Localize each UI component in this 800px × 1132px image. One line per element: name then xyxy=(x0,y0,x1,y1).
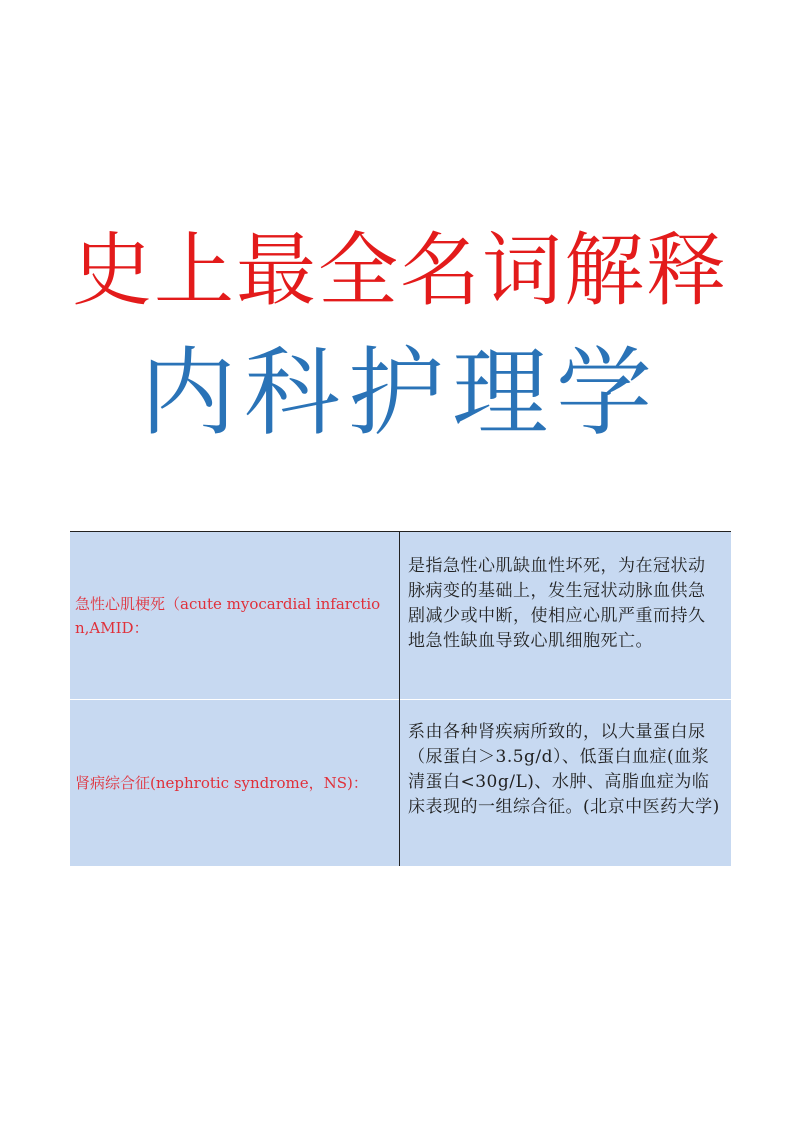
definition-text: 系由各种肾疾病所致的，以大量蛋白尿（尿蛋白＞3.5g/d）、低蛋白血症(血浆清蛋白<30g/L)、水肿、高脂血症为临床表现的一组综合征。(北京中医药大学) xyxy=(408,722,720,817)
document-title: 史上最全名词解释 xyxy=(72,224,728,317)
definition-cell xyxy=(400,532,732,700)
definition-text: 是指急性心肌缺血性坏死，为在冠状动脉病变的基础上，发生冠状动脉血供急剧减少或中断，使相应心肌严重而持久地急性缺血导致心肌细胞死亡。 xyxy=(408,556,706,651)
definition-cell xyxy=(400,700,732,867)
term-label: 急性心肌梗死（acute myocardial infarction,AMID： xyxy=(75,594,381,637)
table-row xyxy=(70,700,731,867)
document-subtitle: 内科护理学 xyxy=(140,337,660,449)
table-row xyxy=(70,532,731,700)
terms-table xyxy=(70,531,731,866)
term-label: 肾病综合征(nephrotic syndrome，NS)： xyxy=(75,774,368,792)
term-cell xyxy=(70,700,400,867)
term-cell xyxy=(70,532,400,700)
